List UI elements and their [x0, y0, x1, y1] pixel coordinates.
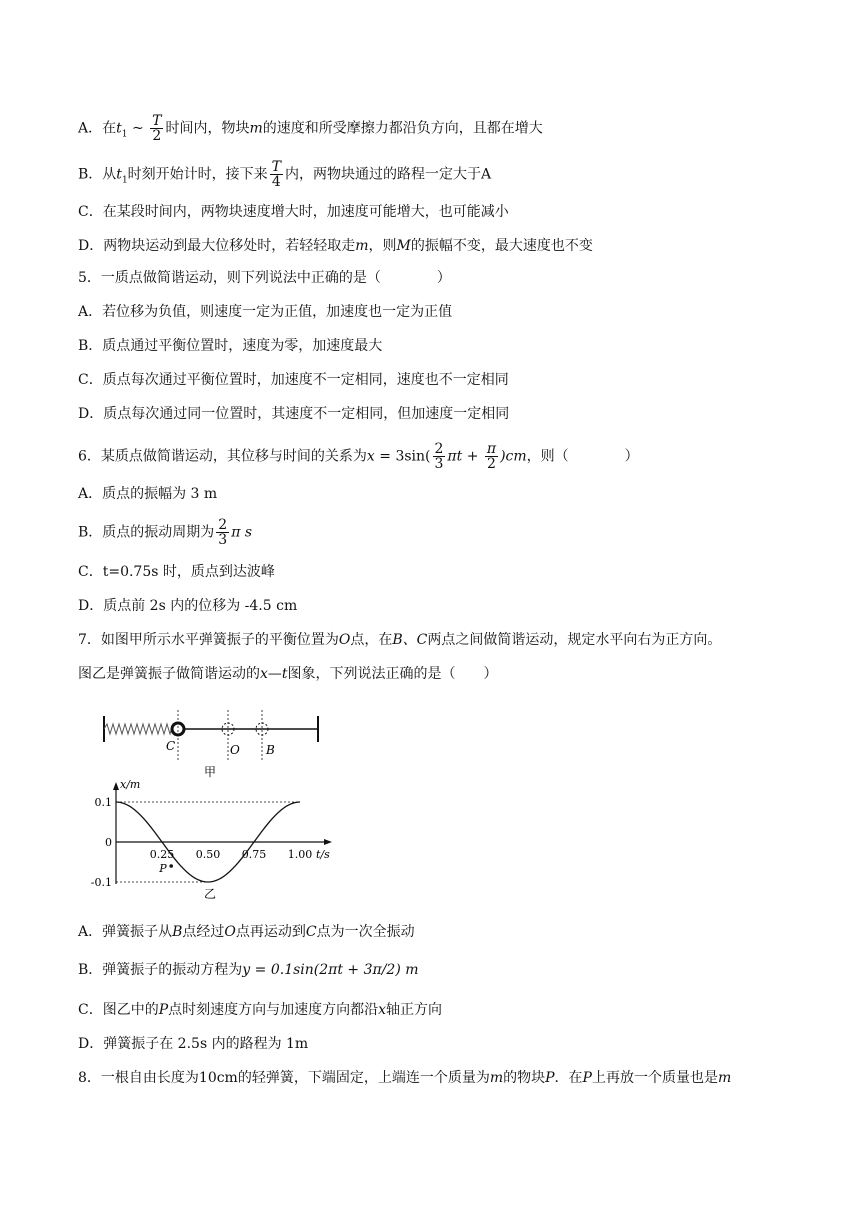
text: = 3sin(	[374, 448, 431, 465]
text: m	[249, 120, 263, 137]
text: 的物块	[503, 1070, 546, 1086]
label-o: O	[230, 743, 240, 757]
text: B．从	[78, 166, 117, 183]
numerator: T	[152, 113, 162, 129]
q5-option-d: D．质点每次通过同一位置时，其速度不一定相同，但加速度一定相同	[78, 406, 510, 422]
denominator: 2	[487, 456, 496, 472]
text: ，则	[368, 238, 397, 254]
x-axis-label: t/s	[316, 848, 330, 861]
numerator: T	[271, 159, 282, 175]
text: 点，在	[350, 632, 393, 648]
text: B、C	[392, 632, 428, 648]
text: x	[378, 1002, 387, 1018]
q7-stem-line1	[78, 630, 721, 650]
text: P	[545, 1070, 555, 1086]
caption-yi: 乙	[204, 887, 217, 901]
text: B．弹簧振子的振动方程为	[78, 962, 243, 978]
text: ~	[127, 120, 149, 137]
q5-option-c: C．质点每次通过平衡位置时，加速度不一定相同，速度也不一定相同	[78, 372, 509, 388]
text: P	[582, 1070, 592, 1086]
text: A．在	[78, 120, 117, 137]
fraction	[150, 114, 163, 143]
equation: y = 0.1sin(2πt + 3π/2) m	[242, 962, 419, 978]
q4-option-d	[78, 236, 593, 256]
q7-option-c	[78, 1000, 442, 1020]
text: ．在	[554, 1070, 583, 1086]
q7-stem-line2	[78, 664, 498, 684]
y-tick-label: 0.1	[94, 796, 112, 809]
label-c: C	[166, 739, 176, 753]
text: x	[366, 448, 375, 465]
q7-option-b	[78, 960, 419, 980]
text: 的振幅不变，最大速度也不变	[410, 238, 593, 254]
text: x—t	[260, 666, 288, 682]
spring	[104, 724, 176, 734]
numerator: π	[486, 441, 497, 457]
q4-option-c: C．在某段时间内，两物块速度增大时，加速度可能增大，也可能减小	[78, 204, 509, 220]
text: 点时刻速度方向与加速度方向都沿	[168, 1002, 379, 1018]
text: O	[338, 632, 351, 648]
denominator: 4	[271, 174, 281, 190]
text: t	[116, 120, 122, 137]
q7-figure	[90, 704, 356, 904]
text: 图象，下列说法正确的是（ ）	[287, 666, 498, 682]
y-tick-label: -0.1	[90, 876, 112, 889]
text: B	[172, 924, 183, 940]
x-axis-arrow	[324, 839, 332, 845]
text: 8．一根自由长度为10cm的轻弹簧，下端固定，上端连一个质量为	[78, 1070, 490, 1086]
fraction	[216, 518, 229, 547]
text: 的速度和所受摩擦力都沿负方向，且都在增大	[262, 120, 543, 137]
text: D．两物块运动到最大位移处时，若轻轻取走	[78, 238, 356, 254]
text: O	[224, 924, 236, 940]
text: ，则（ ）	[526, 448, 639, 465]
fraction	[485, 442, 498, 471]
denominator: 2	[152, 128, 162, 144]
q8-stem	[78, 1068, 731, 1088]
text: 内，两物块通过的路程一定大于A	[285, 166, 492, 183]
text: m	[355, 238, 369, 254]
y-axis-label: x/m	[120, 778, 141, 791]
q7-option-d: D．弹簧振子在 2.5s 内的路程为 1m	[78, 1036, 309, 1052]
q7-option-a	[78, 922, 415, 942]
y-tick-label: 0	[105, 836, 112, 849]
text: P	[158, 1002, 169, 1018]
text: B．质点的振动周期为	[78, 524, 215, 541]
fraction	[270, 160, 283, 189]
text: 1	[121, 175, 128, 186]
text: 点为一次全振动	[316, 924, 415, 940]
text: 6．某质点做简谐运动，其位移与时间的关系为	[78, 448, 367, 465]
text: 点经过	[182, 924, 225, 940]
text: A．弹簧振子从	[78, 924, 173, 940]
x-tick-label: 0.50	[195, 848, 221, 861]
caption-jia: 甲	[204, 765, 217, 779]
text: 图乙是弹簧振子做简谐运动的	[78, 666, 260, 682]
text: 时间内，物块	[165, 120, 250, 137]
text: 上再放一个质量也是	[591, 1070, 718, 1086]
q6-stem	[78, 442, 639, 471]
denominator: 3	[434, 456, 444, 472]
q5-option-b: B．质点通过平衡位置时，速度为零，加速度最大	[78, 338, 383, 354]
q5-stem: 5．一质点做简谐运动，则下列说法中正确的是（ ）	[78, 270, 451, 286]
text: π s	[231, 524, 253, 541]
text: 7．如图甲所示水平弹簧振子的平衡位置为	[78, 632, 339, 648]
point-p-label: P	[159, 862, 167, 875]
text: m	[489, 1070, 504, 1086]
xt-graph	[91, 778, 332, 901]
text: 1	[121, 129, 128, 140]
q4-option-a	[78, 114, 543, 144]
fraction	[433, 442, 446, 471]
q6-option-b	[78, 518, 252, 547]
text: 轴正方向	[386, 1002, 443, 1018]
text: 两点之间做简谐运动，规定水平向右为正方向。	[427, 632, 722, 648]
text: C．图乙中的	[78, 1002, 159, 1018]
q6-option-d: D．质点前 2s 内的位移为 -4.5 cm	[78, 598, 298, 614]
oscillator-ball	[172, 723, 184, 735]
q6-option-c: C．t=0.75s 时，质点到达波峰	[78, 564, 275, 580]
point-p-marker	[169, 864, 173, 868]
x-tick-label: 0.75	[241, 848, 267, 861]
numerator: 2	[434, 441, 444, 457]
x-tick-label: 0.25	[149, 848, 175, 861]
label-b: B	[266, 743, 275, 757]
y-axis-arrow	[113, 782, 119, 790]
numerator: 2	[218, 517, 228, 533]
text: M	[396, 238, 411, 254]
text: C	[305, 924, 317, 940]
q5-option-a: A．若位移为负值，则速度一定为正值，加速度也一定为正值	[78, 304, 453, 320]
q6-option-a: A．质点的振幅为 3 m	[78, 486, 218, 502]
x-tick-label: 1.00	[287, 848, 313, 861]
denominator: 3	[218, 532, 228, 548]
text: 点再运动到	[235, 924, 306, 940]
text: πt +	[447, 448, 483, 465]
text: t	[116, 166, 122, 183]
text: )cm	[500, 448, 527, 465]
q4-option-b	[78, 160, 491, 190]
spring-oscillator-diagram	[104, 710, 318, 779]
text: m	[717, 1070, 732, 1086]
text: 时刻开始计时，接下来	[127, 166, 268, 183]
